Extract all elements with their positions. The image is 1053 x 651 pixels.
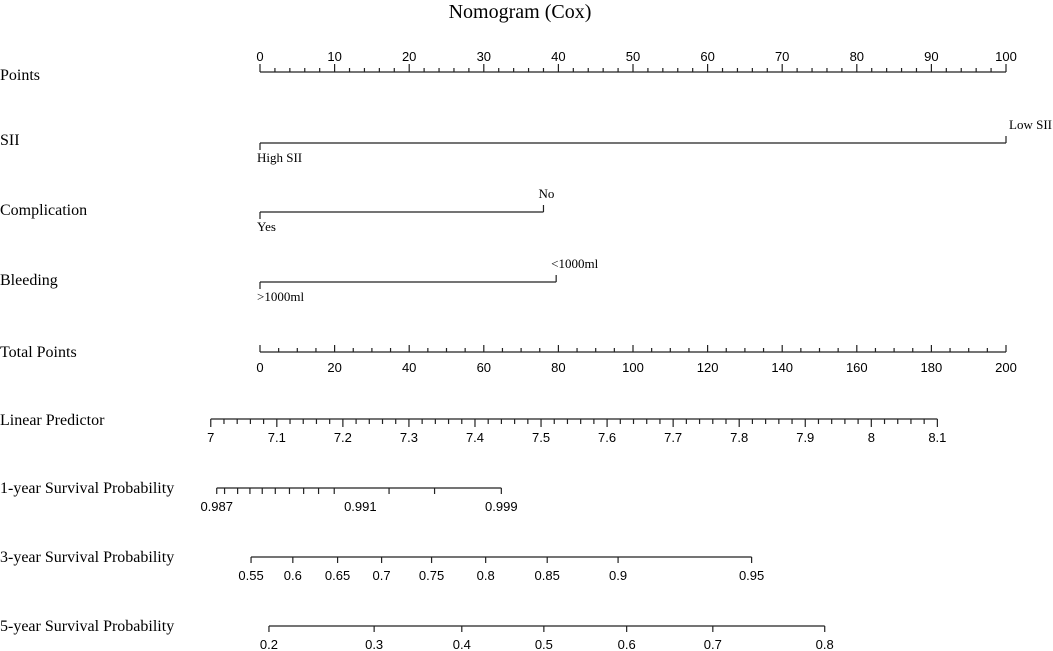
points-row xyxy=(0,49,1017,84)
complication-level-label: No xyxy=(538,186,555,201)
total-points-tick-label: 40 xyxy=(401,360,417,375)
survival-3-year-tick-label: 0.95 xyxy=(738,568,765,583)
total-points-tick-label: 140 xyxy=(771,360,794,375)
points-row-label: Points xyxy=(0,67,41,84)
survival-3-year-tick-label: 0.55 xyxy=(238,568,264,583)
total-points-tick-label: 200 xyxy=(995,360,1017,375)
linear-predictor-tick-label: 7.5 xyxy=(531,430,551,445)
linear-predictor-tick-label: 8.1 xyxy=(928,430,947,445)
points-tick-label: 80 xyxy=(849,49,865,64)
survival-5-year-tick-label: 0.4 xyxy=(452,637,471,651)
chart-title: Nomogram (Cox) xyxy=(448,1,592,23)
survival-5-year-row xyxy=(0,618,834,651)
survival-1-year-tick-label: 0.999 xyxy=(485,499,518,514)
complication-level-label: Yes xyxy=(257,219,276,234)
linear-predictor-tick-label: 7.3 xyxy=(399,430,418,445)
survival-3-year-tick-label: 0.9 xyxy=(609,568,628,583)
sii-level-label: Low SII xyxy=(1009,117,1052,132)
total-points-tick-label: 0 xyxy=(256,360,264,375)
linear-predictor-tick-label: 7 xyxy=(207,430,215,445)
survival-1-year-row-label: 1-year Survival Probability xyxy=(0,480,175,497)
total-points-tick-label: 100 xyxy=(622,360,644,375)
linear-predictor-scale xyxy=(207,419,946,445)
survival-1-year-tick-label: 0.991 xyxy=(344,499,377,514)
bleeding-row-label: Bleeding xyxy=(0,272,58,289)
points-tick-label: 90 xyxy=(924,49,939,64)
complication-row-label: Complication xyxy=(0,202,88,219)
linear-predictor-tick-label: 7.6 xyxy=(598,430,617,445)
bleeding-scale xyxy=(257,256,599,304)
survival-3-year-tick-label: 0.6 xyxy=(283,568,302,583)
points-tick-label: 40 xyxy=(551,49,566,64)
sii-row xyxy=(0,117,1052,165)
total-points-tick-label: 180 xyxy=(920,360,943,375)
linear-predictor-row-label: Linear Predictor xyxy=(0,412,105,429)
survival-5-year-tick-label: 0.5 xyxy=(534,637,553,651)
total-points-tick-label: 160 xyxy=(845,360,868,375)
total-points-row-label: Total Points xyxy=(0,344,77,361)
survival-5-year-row-label: 5-year Survival Probability xyxy=(0,618,175,635)
survival-3-year-row xyxy=(0,549,764,583)
survival-5-year-tick-label: 0.6 xyxy=(617,637,636,651)
linear-predictor-tick-label: 7.1 xyxy=(267,430,286,445)
total-points-tick-label: 80 xyxy=(551,360,566,375)
points-tick-label: 70 xyxy=(774,49,790,64)
bleeding-row xyxy=(0,256,599,304)
linear-predictor-tick-label: 7.7 xyxy=(664,430,683,445)
survival-5-year-tick-label: 0.3 xyxy=(365,637,384,651)
survival-3-year-tick-label: 0.7 xyxy=(372,568,391,583)
survival-1-year-scale xyxy=(200,488,517,514)
total-points-scale xyxy=(256,345,1016,375)
points-tick-label: 20 xyxy=(401,49,417,64)
survival-5-year-tick-label: 0.2 xyxy=(259,637,278,651)
points-tick-label: 10 xyxy=(327,49,342,64)
survival-1-year-row xyxy=(0,480,518,514)
total-points-tick-label: 120 xyxy=(696,360,719,375)
points-scale xyxy=(256,49,1016,72)
linear-predictor-tick-label: 7.9 xyxy=(796,430,815,445)
linear-predictor-tick-label: 7.2 xyxy=(333,430,352,445)
survival-5-year-scale xyxy=(260,626,834,651)
points-tick-label: 60 xyxy=(700,49,715,64)
sii-scale xyxy=(257,117,1052,165)
survival-3-year-tick-label: 0.75 xyxy=(418,568,445,583)
survival-1-year-tick-label: 0.987 xyxy=(200,499,234,514)
survival-3-year-row-label: 3-year Survival Probability xyxy=(0,549,175,566)
points-tick-label: 30 xyxy=(476,49,492,64)
points-tick-label: 50 xyxy=(625,49,641,64)
total-points-tick-label: 20 xyxy=(327,360,342,375)
complication-scale xyxy=(257,186,554,234)
bleeding-level-label: <1000ml xyxy=(551,256,599,271)
complication-row xyxy=(0,186,554,234)
survival-3-year-tick-label: 0.85 xyxy=(534,568,560,583)
survival-5-year-tick-label: 0.7 xyxy=(703,637,722,651)
bleeding-level-label: >1000ml xyxy=(257,289,305,304)
sii-row-label: SII xyxy=(0,132,20,149)
survival-3-year-tick-label: 0.8 xyxy=(476,568,495,583)
total-points-row xyxy=(0,344,1017,375)
points-tick-label: 0 xyxy=(256,49,264,64)
survival-3-year-scale xyxy=(238,557,764,583)
linear-predictor-tick-label: 7.8 xyxy=(730,430,749,445)
linear-predictor-tick-label: 8 xyxy=(867,430,875,445)
total-points-tick-label: 60 xyxy=(476,360,492,375)
linear-predictor-row xyxy=(0,412,946,445)
survival-5-year-tick-label: 0.8 xyxy=(815,637,834,651)
linear-predictor-tick-label: 7.4 xyxy=(465,430,485,445)
sii-level-label: High SII xyxy=(257,150,303,165)
points-tick-label: 100 xyxy=(995,49,1017,64)
survival-3-year-tick-label: 0.65 xyxy=(324,568,351,583)
